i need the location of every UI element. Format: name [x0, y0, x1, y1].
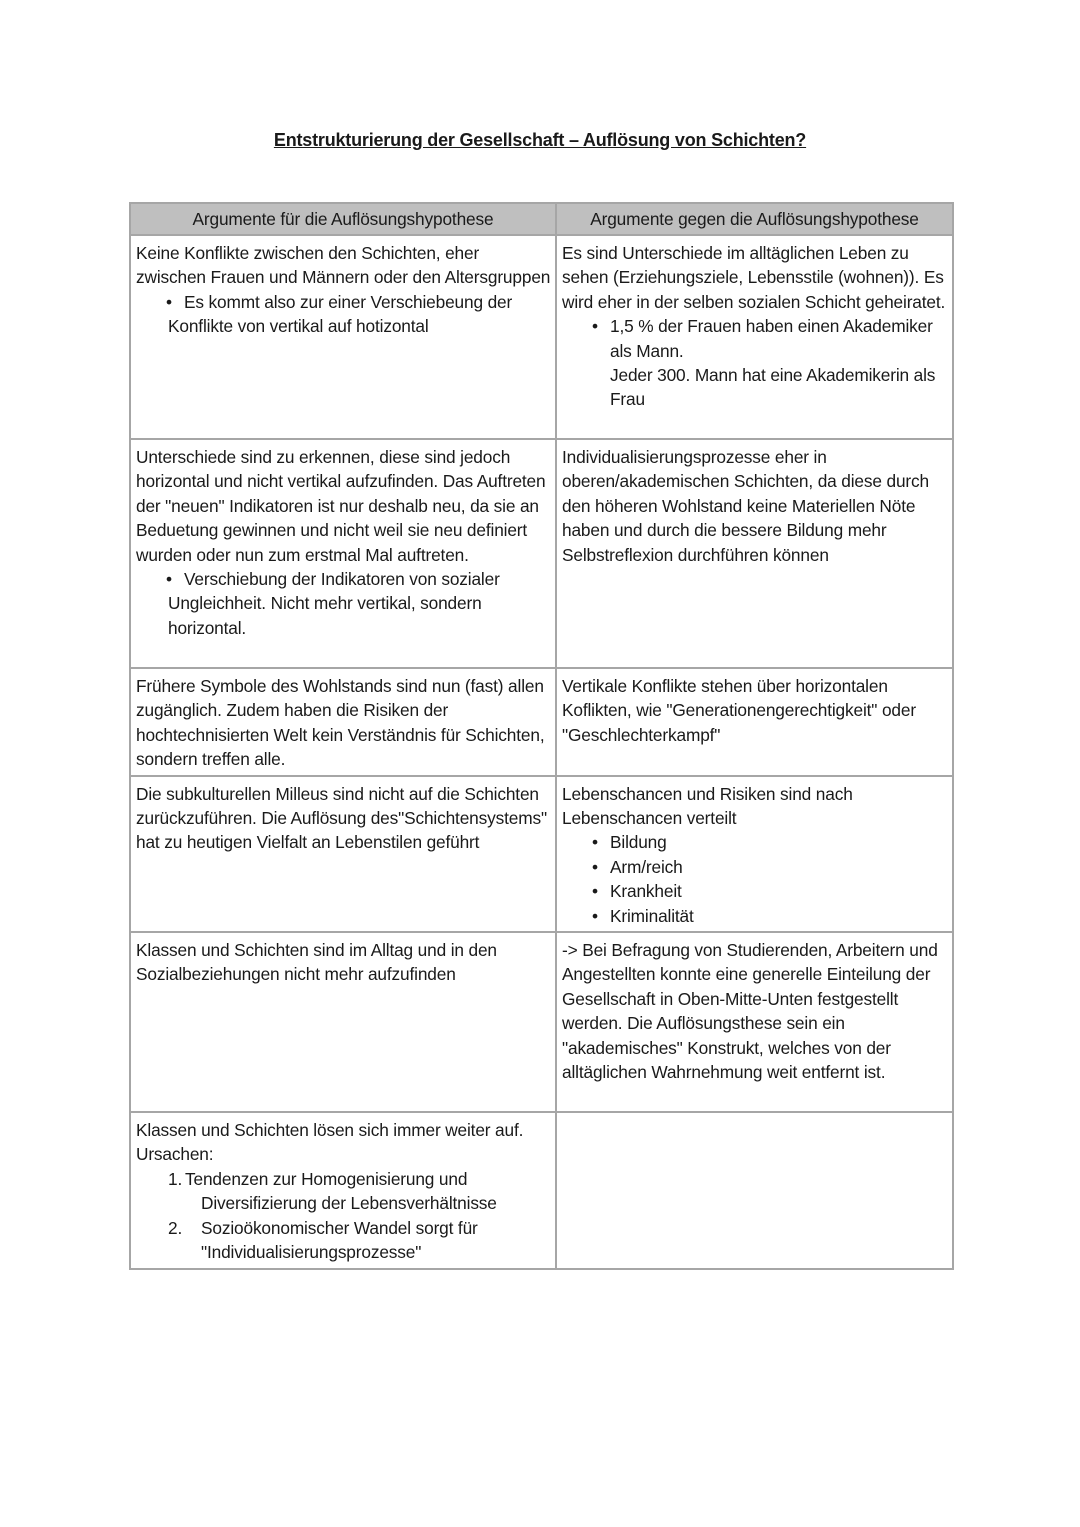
item-number: 1.	[168, 1168, 183, 1189]
table-row	[130, 235, 953, 439]
table-row	[130, 439, 953, 668]
cell-text: Die subkulturellen Milleus sind nicht auf die Schichten zurückzuführen. Die Auflösung des"Schichtensystems" hat zu heutigen Vielfalt an Lebenstilen geführt	[136, 783, 547, 853]
bullet-list	[562, 830, 948, 928]
contra-cell-empty	[556, 1112, 953, 1268]
contra-cell	[556, 668, 953, 776]
table-row	[130, 668, 953, 776]
pro-cell	[130, 439, 556, 668]
item-number: 2.	[168, 1217, 183, 1238]
table-row	[130, 1112, 953, 1268]
contra-cell	[556, 439, 953, 668]
header-contra: Argumente gegen die Auflösungshypothese	[556, 203, 953, 235]
cell-text: Klassen und Schichten lösen sich immer weiter auf. Ursachen:	[136, 1120, 524, 1165]
pro-cell	[130, 776, 556, 932]
cell-text: Jeder 300. Mann hat eine Akademikerin als Frau	[610, 365, 936, 410]
header-pro: Argumente für die Auflösungshypothese	[130, 203, 556, 235]
cell-text: Unterschiede sind zu erkennen, diese sind jedoch horizontal und nicht vertikal aufzufinden. Das Auftreten der "neuen" Indikatoren ist nur deshalb neu, da sie an Beduetung gewinnen und nicht weil sie neu definiert wurden oder nun zum erstmal Mal auftreten.	[136, 447, 546, 565]
bullet-item: • Arm/reich	[562, 855, 948, 879]
bullet-item: • Kriminalität	[562, 904, 948, 928]
numbered-list	[136, 1167, 551, 1265]
cell-text: Lebenschancen und Risiken sind nach Lebenschancen verteilt	[562, 783, 853, 829]
numbered-item	[136, 1216, 551, 1265]
pro-cell	[130, 668, 556, 776]
pro-cell	[130, 932, 556, 1112]
bullet-item: • Krankheit	[562, 879, 948, 903]
bullet-item: • 1,5 % der Frauen haben einen Akademiker als Mann.	[562, 314, 948, 363]
cell-text: Individualisierungsprozesse eher in oberen/akademischen Schichten, da diese durch den höheren Wohlstand keine Materiellen Nöte haben und durch die bessere Bildung mehr Selbstreflexion durchführen können	[562, 447, 929, 565]
bullet-list	[136, 567, 551, 640]
bullet-item: • Es kommt also zur einer Verschiebeung der Konflikte von vertikal auf hotizontal	[136, 290, 551, 339]
arguments-table	[129, 202, 954, 1270]
pro-cell	[130, 235, 556, 439]
contra-cell	[556, 776, 953, 932]
contra-cell	[556, 235, 953, 439]
bullet-item: • Bildung	[562, 830, 948, 854]
page-title: Entstrukturierung der Gesellschaft – Auflösung von Schichten?	[273, 130, 807, 150]
cell-text: -> Bei Befragung von Studierenden, Arbeitern und Angestellten konnte eine generelle Einteilung der Gesellschaft in Oben-Mitte-Unten festgestellt werden. Die Auflösungsthese sein ein "akademisches" Konstrukt, welches von der alltäglichen Wahrnehmung weit entfernt ist.	[562, 940, 938, 1083]
pro-cell	[130, 1112, 556, 1268]
item-text: Tendenzen zur Homogenisierung und Diversifizierung der Lebensverhältnisse	[185, 1168, 497, 1214]
cell-text: Vertikale Konflikte stehen über horizontalen Koflikten, wie "Generationengerechtigkeit" oder "Geschlechterkampf"	[562, 676, 916, 745]
contra-cell	[556, 932, 953, 1112]
table-header-row	[130, 203, 953, 235]
bullet-item: • Verschiebung der Indikatoren von sozialer Ungleichheit. Nicht mehr vertikal, sondern horizontal.	[136, 567, 551, 640]
cell-text: Frühere Symbole des Wohlstands sind nun (fast) allen zugänglich. Zudem haben die Risiken der hochtechnisierten Welt kein Verständnis für Schichten, sondern treffen alle.	[136, 676, 545, 770]
bullet-list	[562, 314, 948, 363]
table-row	[130, 776, 953, 932]
numbered-item	[136, 1167, 551, 1216]
cell-text: Es sind Unterschiede im alltäglichen Leben zu sehen (Erziehungsziele, Lebensstile (wohnen)). Es wird eher in der selben sozialen Schicht geheiratet.	[562, 243, 946, 312]
table-row	[130, 932, 953, 1112]
bullet-list	[136, 290, 551, 339]
cell-text: Klassen und Schichten sind im Alltag und in den Sozialbeziehungen nicht mehr aufzufinden	[136, 940, 497, 985]
item-text: Sozioökonomischer Wandel sorgt für "Individualisierungsprozesse"	[201, 1217, 478, 1263]
cell-text: Keine Konflikte zwischen den Schichten, eher zwischen Frauen und Männern oder den Altersgruppen	[136, 243, 551, 288]
